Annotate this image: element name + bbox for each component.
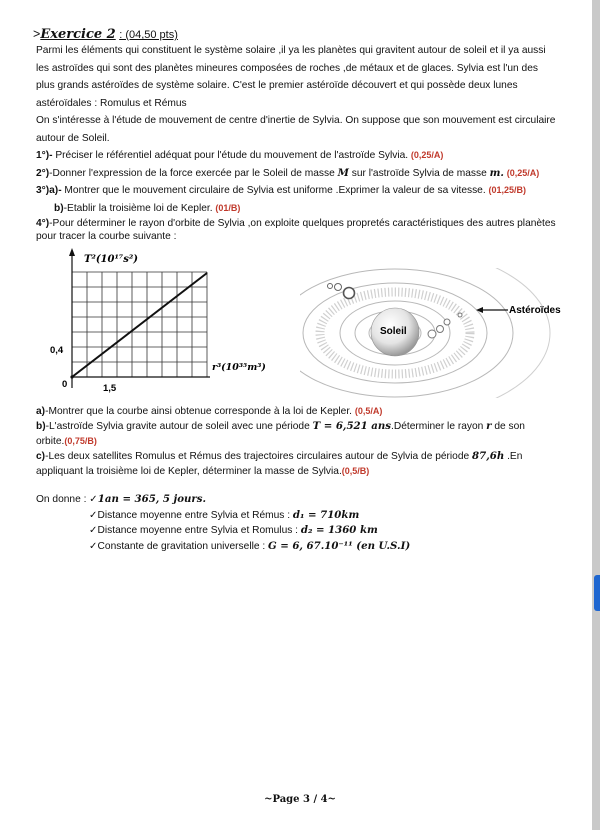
question-2: 2°)-Donner l'expression de la force exercée par le Soleil de masse M sur l'astroïde Sylvia de masse m. (0,25/A) xyxy=(36,166,540,179)
intro-text-2: On s'intéresse à l'étude de mouvement de centre d'inertie de Sylvia. On suppose que son mouvement est circulaire autour de Soleil. xyxy=(36,115,556,144)
solar-system-figure xyxy=(300,268,570,398)
question-3a: 3°)a)- Montrer que le mouvement circulaire de Sylvia est uniforme .Exprimer la valeur de sa vitesse. (01,25/B) xyxy=(36,185,527,196)
sub-question-b: b)-L'astroïde Sylvia gravite autour de soleil avec une période T = 6,521 ans.Déterminer le rayon r de son orbite.(0,75/B) xyxy=(36,420,525,447)
origin-point xyxy=(70,375,73,378)
arrow-icon: > xyxy=(33,27,41,41)
question-4: 4°)-Pour déterminer le rayon d'orbite de Sylvia ,on exploite quelques propretés caractéristiques des autres planètes pour tracer la courbe suivante : xyxy=(36,218,556,242)
kepler-chart xyxy=(50,248,300,398)
y-tick-label: 0,4 xyxy=(50,345,64,356)
y-axis-label: T²(10¹⁷s²) xyxy=(84,254,138,265)
given-data xyxy=(36,492,556,554)
sub-question-c: c)-Les deux satellites Romulus et Rémus des trajectoires circulaires autour de Sylvia de période 87,6h .En appliquant la troisième loi de Kepler, déterminer la masse de Sylvia.(0,5/B) xyxy=(36,450,523,477)
questions-block xyxy=(36,147,556,243)
series-line xyxy=(72,273,207,377)
planet xyxy=(344,288,355,299)
intro-text-1: Parmi les éléments qui constituent le système solaire ,il ya les planètes qui gravitent autour de soleil et il ya aussi les astroïdes qui sont des planètes mineures composées de roches ,de métaux et de glaces. Sylvia est l'un des plus grands astéroïdes de système solaire. C'est le premier astéroïde découvert et qui possède deux lunes astéroïdales : Romulus et Rémus xyxy=(36,45,546,109)
exercise-title: Exercice 2 xyxy=(40,27,116,42)
planet xyxy=(328,284,333,289)
sun-label: Soleil xyxy=(380,326,407,337)
question-3b: b)-Etablir la troisième loi de Kepler. (01/B) xyxy=(54,202,241,214)
sub-question-a: a)-Montrer que la courbe ainsi obtenue corresponde à la loi de Kepler. (0,5/A) xyxy=(36,406,383,417)
scroll-handle[interactable] xyxy=(594,575,600,611)
question-1: 1°)- Préciser le référentiel adéquat pour l'étude du mouvement de l'astroïde Sylvia. (0,25/A) xyxy=(36,150,444,161)
intro-paragraph xyxy=(36,42,556,147)
planet xyxy=(444,319,450,325)
origin-label: 0 xyxy=(62,379,68,390)
planet xyxy=(437,326,444,333)
given-d2: ✓Distance moyenne entre Sylvia et Romulus : d₂ = 1360 km xyxy=(89,524,378,536)
given-d1: ✓Distance moyenne entre Sylvia et Rémus : d₁ = 710km xyxy=(89,508,360,521)
x-axis-label: r³(10³⁵m³) xyxy=(212,362,266,373)
viewer-edge xyxy=(592,0,600,830)
planet xyxy=(335,284,342,291)
given-year: On donne : ✓1an = 365, 5 jours. xyxy=(36,493,207,505)
check-icon: ✓ xyxy=(89,509,98,521)
check-icon: ✓ xyxy=(89,525,98,536)
check-icon: ✓ xyxy=(89,540,98,552)
page-number: ~Page 3 / 4~ xyxy=(264,794,336,805)
y-axis-arrow-icon xyxy=(69,248,75,256)
asteroids-label: Astéroïdes xyxy=(509,305,561,316)
x-tick-label: 1,5 xyxy=(103,383,117,394)
planet xyxy=(428,330,436,338)
exercise-header xyxy=(33,27,178,42)
arrow-left-icon xyxy=(476,307,483,313)
planet xyxy=(458,313,462,317)
exercise-points: : (04,50 pts) xyxy=(119,29,178,41)
sub-questions xyxy=(36,404,556,479)
given-g: ✓Constante de gravitation universelle : G = 6, 67.10⁻¹¹ (en U.S.I) xyxy=(89,539,411,552)
check-icon: ✓ xyxy=(89,494,98,505)
